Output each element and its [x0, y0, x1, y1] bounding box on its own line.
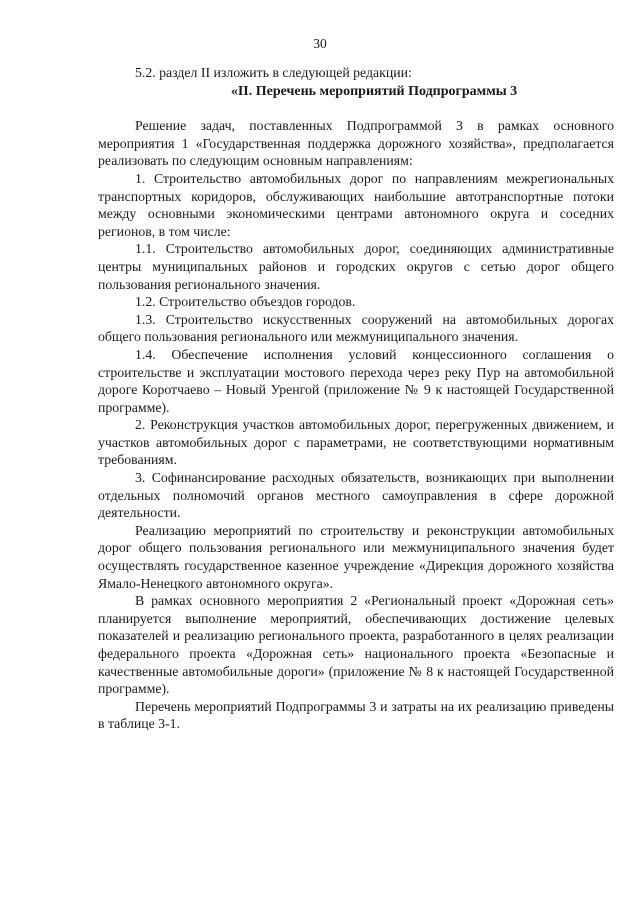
paragraph-item-1-1: 1.1. Строительство автомобильных дорог, соединяющих административные центры муниципальных районов и городских округов с сетью дорог общего пользования регионального значения.	[98, 241, 614, 292]
paragraph-tasks: Решение задач, поставленных Подпрограммой 3 в рамках основного мероприятия 1 «Государственная поддержка дорожного хозяйства», предполагается реализовать по следующим основным направлениям:	[98, 118, 614, 169]
page-number: 30	[313, 36, 327, 51]
paragraph-item-2: 2. Реконструкция участков автомобильных дорог, перегруженных движением, и участков автомобильных дорог с параметрами, не соответствующими нормативным требованиям.	[98, 417, 614, 468]
amendment-intro: 5.2. раздел II изложить в следующей редакции:	[135, 65, 412, 80]
paragraph-item-1: 1. Строительство автомобильных дорог по направлениям межрегиональных транспортных коридоров, обслуживающих наибольшие автотранспортные потоки между основными экономическими центрами автономного округа и соседних регионов, в том числе:	[98, 170, 614, 239]
paragraph-table-reference: Перечень мероприятий Подпрограммы 3 и затраты на их реализацию приведены в таблице 3-1.	[98, 698, 614, 732]
paragraph-item-1-4: 1.4. Обеспечение исполнения условий концессионного соглашения о строительстве и эксплуатации мостового перехода через реку Пур на автомобильной дороге Коротчаево – Новый Уренгой (приложение № 9 к настоящей Государственной программе).	[98, 346, 614, 415]
paragraph-item-1-2: 1.2. Строительство объездов городов.	[135, 294, 356, 310]
paragraph-item-1-3: 1.3. Строительство искусственных сооружений на автомобильных дорогах общего пользования регионального или межмуниципального значения.	[98, 311, 614, 345]
paragraph-implementation: Реализацию мероприятий по строительству и реконструкции автомобильных дорог общего пользования регионального или межмуниципального значения будет осуществлять государственное казенное учреждение «Дирекция дорожного хозяйства Ямало-Ненецкого автономного округа».	[98, 522, 614, 591]
document-body	[98, 64, 614, 733]
paragraph-item-3: 3. Софинансирование расходных обязательств, возникающих при выполнении отдельных полномочий органов местного самоуправления в сфере дорожной деятельности.	[98, 470, 614, 521]
paragraph-road-network: В рамках основного мероприятия 2 «Региональный проект «Дорожная сеть» планируется выполнение мероприятий, обеспечивающих достижение целевых показателей и реализацию регионального проекта, разработанного в целях реализации федерального проекта «Дорожная сеть» национального проекта «Безопасные и качественные автомобильные дороги» (приложение № 8 к настоящей Государственной программе).	[98, 593, 614, 697]
section-heading: «II. Перечень мероприятий Подпрограммы 3	[230, 83, 518, 99]
